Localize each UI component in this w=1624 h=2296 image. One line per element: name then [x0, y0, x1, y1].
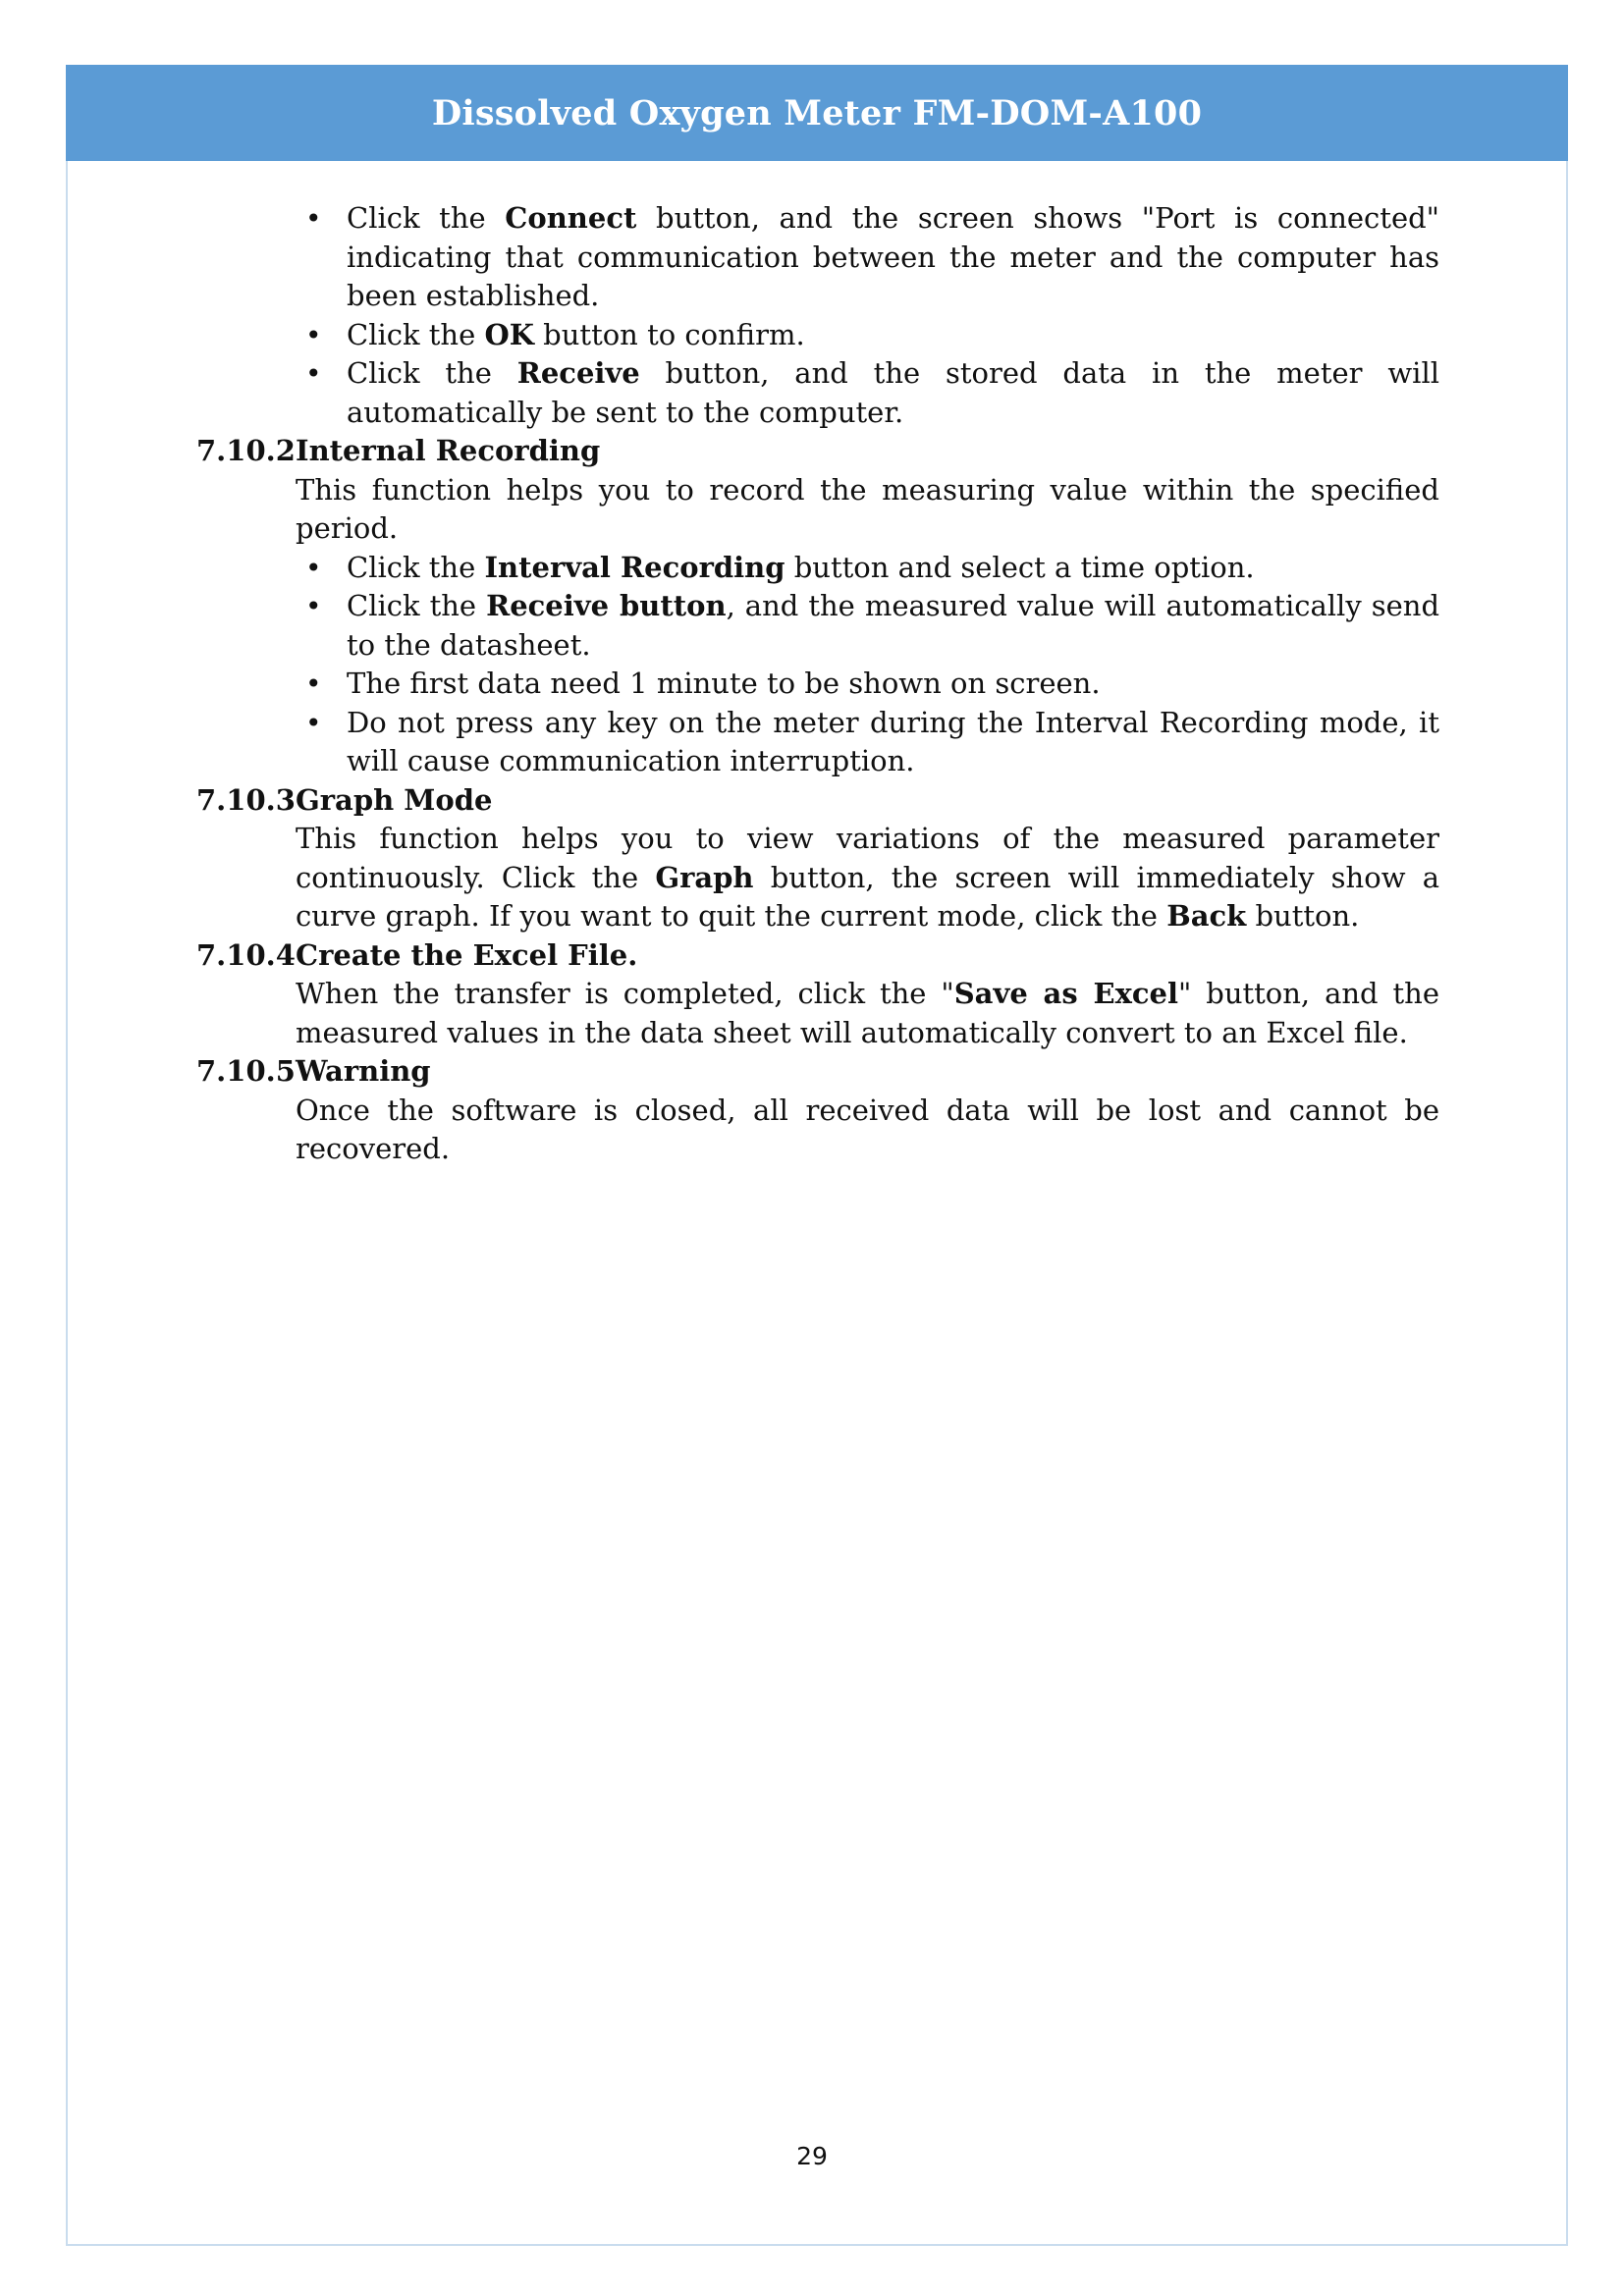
- list-item: [305, 665, 1439, 704]
- section-heading-warning: [196, 1052, 1439, 1092]
- list-item: [305, 549, 1439, 588]
- text: " button, and the measured values in the data sheet will automatically convert to an Excel file.: [296, 977, 1440, 1049]
- section-title: Internal Recording: [296, 434, 601, 467]
- bold-text: Graph: [655, 860, 754, 894]
- bullet-icon: •: [305, 667, 322, 700]
- text: button and select a time option.: [785, 550, 1255, 584]
- bullet-icon: •: [305, 551, 322, 584]
- section-heading-internal-recording: [196, 432, 1439, 471]
- document-title: Dissolved Oxygen Meter FM-DOM-A100: [431, 92, 1203, 133]
- text: button, and the stored data in the meter will automatically be sent to the computer.: [347, 356, 1439, 429]
- bold-text: Connect: [505, 201, 637, 235]
- section-body: [196, 975, 1439, 1052]
- bold-text: OK: [484, 317, 534, 351]
- text: Click the: [347, 317, 485, 351]
- bullet-icon: •: [305, 706, 322, 739]
- bold-text: Receive: [516, 356, 640, 390]
- list-item: [305, 199, 1440, 316]
- section-body: [196, 820, 1439, 936]
- section-heading-graph-mode: [196, 781, 1439, 821]
- internal-recording-bullet-list: [196, 549, 1439, 781]
- list-item: [305, 587, 1440, 665]
- text: , and the measured value will automatically send to the datasheet.: [347, 589, 1440, 662]
- section-number: 7.10.4: [196, 937, 296, 972]
- section-body: Once the software is closed, all received data will be lost and cannot be recovered.: [296, 1093, 1439, 1165]
- bold-text: Back: [1166, 899, 1247, 933]
- header-band: [66, 65, 1568, 161]
- section-number: 7.10.3: [196, 782, 296, 817]
- text: Do not press any key on the meter during the Interval Recording mode, it will cause communication interruption.: [347, 705, 1439, 777]
- text: Click the: [347, 201, 506, 235]
- page-content: [196, 199, 1439, 1169]
- page-number: 29: [796, 2142, 828, 2170]
- text: Click the: [347, 589, 487, 622]
- bold-text: Receive button: [486, 589, 727, 622]
- text: This function helps you to view variations of the measured parameter continuously. Click the: [296, 822, 1439, 894]
- text: button, and the screen shows "Port is connected" indicating that communication between the meter and the computer has been established.: [347, 201, 1440, 312]
- section-number: 7.10.2: [196, 434, 296, 467]
- section-title: Create the Excel File.: [296, 937, 638, 972]
- text: Click the: [347, 550, 485, 584]
- section-heading-create-excel: [196, 936, 1439, 976]
- list-item: [305, 704, 1439, 781]
- intro-bullet-list: [196, 199, 1439, 432]
- list-item: [305, 354, 1439, 432]
- list-item: [305, 316, 1439, 355]
- section-body: This function helps you to record the measuring value within the specified period.: [296, 472, 1439, 545]
- text: button.: [1246, 899, 1360, 933]
- bullet-icon: •: [305, 202, 322, 235]
- text: button, the screen will immediately show a curve graph. If you want to quit the current mode, click the: [296, 860, 1439, 933]
- section-number: 7.10.5: [196, 1054, 296, 1088]
- bold-text: Interval Recording: [484, 550, 785, 584]
- bold-text: Save as Excel: [953, 977, 1178, 1010]
- bullet-icon: •: [305, 357, 322, 390]
- bullet-icon: •: [305, 590, 322, 622]
- section-title: Graph Mode: [296, 782, 493, 817]
- section-title: Warning: [296, 1054, 431, 1088]
- text: Click the: [347, 356, 517, 390]
- text: When the transfer is completed, click the ": [296, 977, 954, 1010]
- text: button to confirm.: [533, 317, 805, 351]
- text: The first data need 1 minute to be shown on screen.: [347, 667, 1101, 700]
- bullet-icon: •: [305, 318, 322, 351]
